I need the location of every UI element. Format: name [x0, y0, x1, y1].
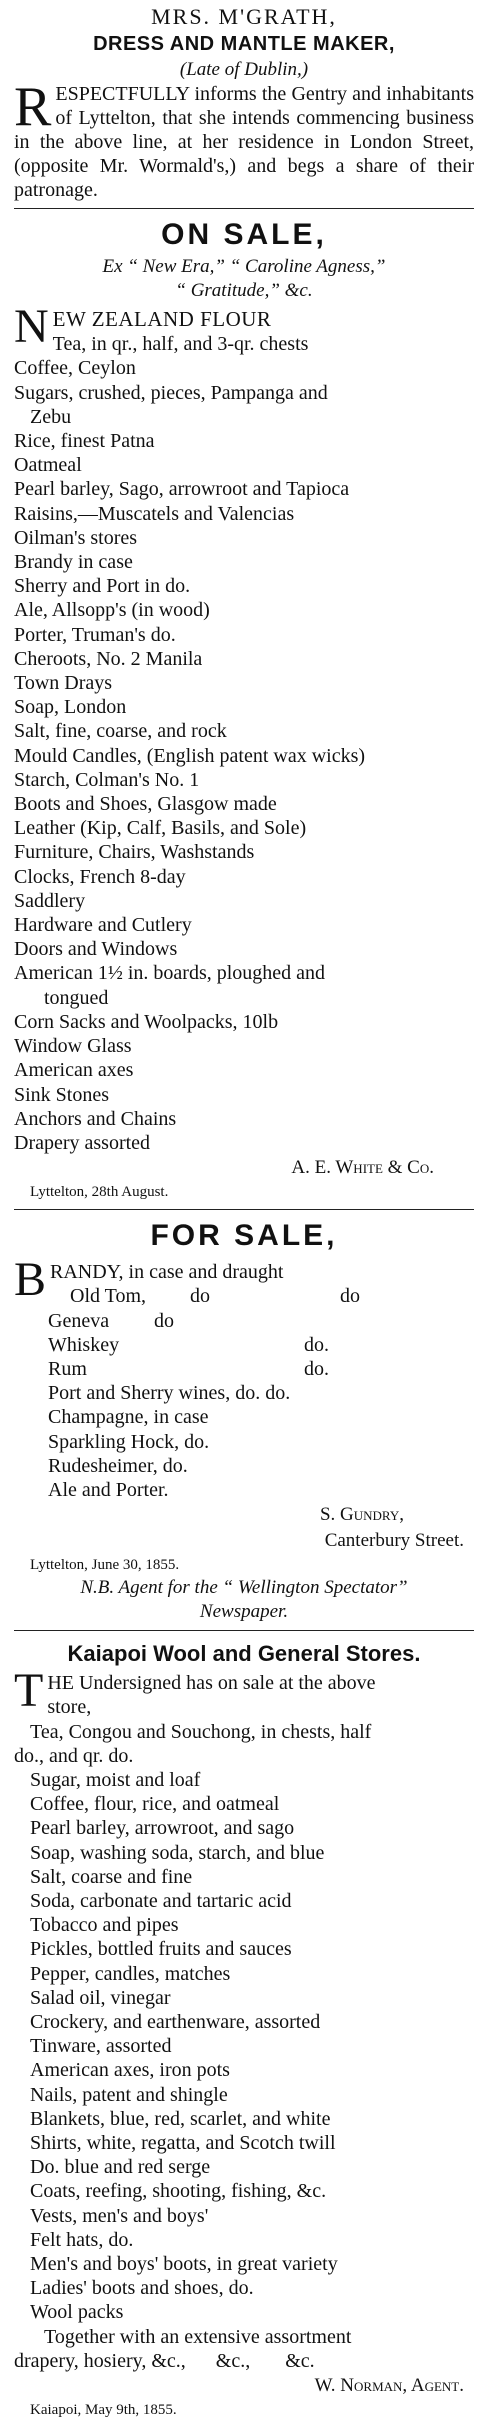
list-item: Coats, reefing, shooting, fishing, &c. — [30, 2180, 327, 2203]
list-item: Mould Candles, (English patent wax wicks) — [14, 744, 366, 767]
list-item: Ladies' boots and shoes, do. — [30, 2277, 254, 2300]
list-item: Felt hats, do. — [30, 2228, 134, 2251]
intro-line-3: Tea, Congou and Souchong, in chests, half — [30, 1720, 372, 1743]
list-item: Leather (Kip, Calf, Basils, and Sole) — [14, 817, 307, 840]
list-item: Whiskey do. — [48, 1333, 329, 1356]
nb-note: N.B. Agent for the “ Wellington Spectator” — [80, 1577, 408, 1599]
list-item: Clocks, French 8-day — [14, 865, 186, 888]
list-item: Doors and Windows — [14, 938, 178, 961]
together-line: Together with an extensive assortment — [44, 2325, 352, 2348]
list-item: Raisins,—Muscatels and Valencias — [14, 502, 295, 525]
list-item: Oatmeal — [14, 454, 82, 477]
list-item: Brandy in case — [14, 551, 133, 574]
stores-heading: Kaiapoi Wool and General Stores. — [67, 1641, 421, 1667]
divider — [14, 1209, 474, 1210]
list-item: Blankets, blue, red, scarlet, and white — [30, 2107, 331, 2130]
list-item: Rudesheimer, do. — [48, 1454, 188, 1477]
list-item: Wool packs — [30, 2301, 124, 2324]
list-item: Salad oil, vinegar — [30, 1986, 171, 2009]
list-item: Zebu — [30, 405, 72, 428]
goods-list — [14, 300, 474, 1155]
intro-line-2: store, — [47, 1696, 92, 1719]
drop-cap: B — [14, 1253, 47, 1307]
list-item: Coffee, Ceylon — [14, 357, 136, 380]
mcgrath-advertisement — [14, 4, 474, 202]
list-item: Boots and Shoes, Glasgow made — [14, 793, 277, 816]
list-item: Sugars, crushed, pieces, Pampanga and — [14, 381, 328, 404]
list-item: Champagne, in case — [48, 1406, 209, 1429]
flour-line: NEW ZEALAND FLOUR — [14, 300, 272, 353]
list-item: Starch, Colman's No. 1 — [14, 768, 200, 791]
list-item: Drapery assorted — [14, 1131, 151, 1154]
stores-list — [14, 1664, 474, 2373]
announcement-text — [14, 76, 474, 202]
trade-title: DRESS AND MANTLE MAKER, — [93, 33, 395, 55]
together-line-2: drapery, hosiery, &c., &c., &c. — [14, 2349, 315, 2372]
list-item: Tea, in qr., half, and 3-qr. chests — [52, 333, 309, 356]
dateline: Kaiapoi, May 9th, 1855. — [30, 2402, 177, 2419]
list-item: American axes — [14, 1059, 134, 1082]
list-item: Salt, fine, coarse, and rock — [14, 720, 227, 743]
address: Canterbury Street. — [324, 1530, 464, 1552]
list-item: Tobacco and pipes — [30, 1914, 179, 1937]
list-item: Pearl barley, arrowroot, and sago — [30, 1817, 295, 1840]
list-item: Window Glass — [14, 1035, 132, 1058]
list-item: Old Tom, do do — [70, 1285, 361, 1308]
ships-line: Ex “ New Era,” “ Caroline Agness,” — [102, 256, 386, 277]
list-item: Rice, finest Patna — [14, 430, 155, 453]
list-item: Saddlery — [14, 889, 86, 912]
signature: S. Gundry, — [319, 1504, 404, 1526]
list-item: Pepper, candles, matches — [30, 1962, 231, 1985]
list-item: Hardware and Cutlery — [14, 914, 192, 937]
kaiapoi-stores-advertisement — [14, 1637, 474, 2421]
list-item: Port and Sherry wines, do. do. — [48, 1382, 291, 1405]
list-item: Ale, Allsopp's (in wood) — [14, 599, 210, 622]
list-item: Geneva do — [48, 1309, 174, 1332]
list-item: Town Drays — [14, 672, 113, 695]
ships-line-2: “ Gratitude,” &c. — [175, 280, 313, 301]
list-item: American axes, iron pots — [30, 2059, 230, 2082]
intro-line: THE Undersigned has on sale at the above — [14, 1664, 376, 1718]
list-item: Salt, coarse and fine — [30, 1865, 193, 1888]
list-item: Oilman's stores — [14, 526, 138, 549]
list-item: Coffee, flour, rice, and oatmeal — [30, 1793, 280, 1816]
list-item: Porter, Truman's do. — [14, 623, 176, 646]
list-item: Soda, carbonate and tartaric acid — [30, 1889, 292, 1912]
on-sale-heading: ON SALE, — [161, 218, 327, 251]
nb-note-2: Newspaper. — [199, 1601, 289, 1623]
divider — [14, 1630, 474, 1631]
list-item: Sherry and Port in do. — [14, 575, 191, 598]
list-item: Crockery, and earthenware, assorted — [30, 2010, 321, 2033]
list-item: Anchors and Chains — [14, 1107, 177, 1130]
white-co-advertisement — [14, 215, 474, 1203]
divider — [14, 208, 474, 209]
list-item: Furniture, Chairs, Washstands — [14, 841, 255, 864]
list-item: Cheroots, No. 2 Manila — [14, 647, 203, 670]
list-item: Tinware, assorted — [30, 2035, 172, 2058]
list-item: Shirts, white, regatta, and Scotch twill — [30, 2132, 336, 2154]
spirits-list — [14, 1253, 474, 1502]
intro-line-4: do., and qr. do. — [14, 1744, 134, 1767]
late-of-note: (Late of Dublin,) — [179, 59, 309, 80]
announcement-body: ESPECTFULLY informs the Gentry and inhabitants of Lyttelton, that she intends commencing business in the above line, at her residence in London Street, (opposite Mr. Wormald's,) and begs a share of their patronage. — [14, 83, 474, 201]
drop-cap: T — [14, 1664, 44, 1718]
list-item: Pickles, bottled fruits and sauces — [30, 1938, 292, 1961]
list-item: Rum do. — [48, 1357, 329, 1380]
list-item: Men's and boys' boots, in great variety — [30, 2253, 338, 2276]
list-item: tongued — [44, 986, 109, 1009]
list-item: Vests, men's and boys' — [30, 2204, 209, 2227]
dateline: Lyttelton, June 30, 1855. — [30, 1557, 180, 1574]
signature: A. E. White & Co. — [291, 1157, 434, 1179]
for-sale-heading: FOR SALE, — [150, 1219, 338, 1253]
signature: W. Norman, Agent. — [314, 2375, 464, 2397]
list-item: American 1½ in. boards, ploughed and — [14, 962, 326, 985]
list-item: Ale and Porter. — [48, 1478, 169, 1501]
list-item: Pearl barley, Sago, arrowroot and Tapioca — [14, 478, 350, 501]
drop-cap: R — [14, 76, 52, 138]
drop-cap: N — [14, 300, 49, 353]
brandy-line: BRANDY, in case and draught — [14, 1253, 284, 1307]
list-item: Sink Stones — [14, 1083, 110, 1106]
list-item: Sugar, moist and loaf — [30, 1768, 201, 1791]
list-item: Sparkling Hock, do. — [48, 1430, 210, 1453]
list-item: Soap, washing soda, starch, and blue — [30, 1841, 325, 1864]
list-item: Nails, patent and shingle — [30, 2083, 228, 2106]
list-item: Corn Sacks and Woolpacks, 10lb — [14, 1010, 279, 1033]
advertiser-name: MRS. M'GRATH, — [151, 4, 337, 29]
list-item: Soap, London — [14, 696, 127, 719]
gundry-advertisement — [14, 1216, 474, 1624]
dateline: Lyttelton, 28th August. — [30, 1184, 169, 1201]
list-item: Do. blue and red serge — [30, 2156, 211, 2179]
